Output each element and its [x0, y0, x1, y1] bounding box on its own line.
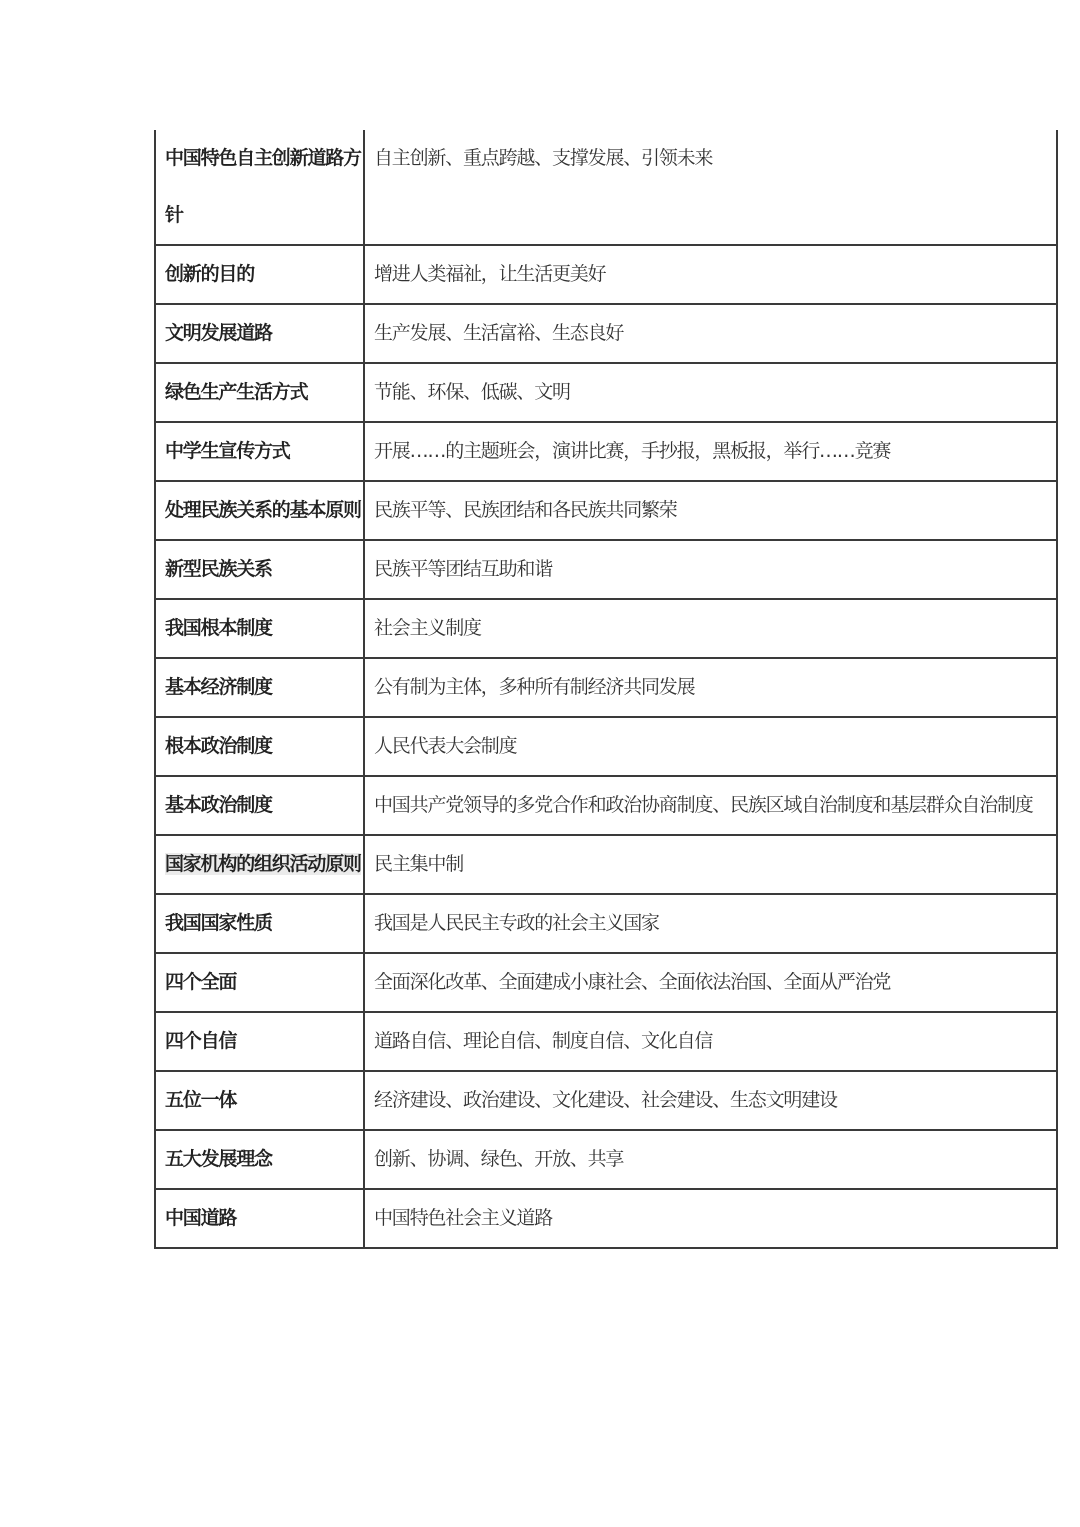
term-text: 基本经济制度	[165, 676, 272, 698]
term-cell	[155, 363, 364, 422]
term-text: 四个自信	[165, 1030, 237, 1052]
definition-text: 民主集中制	[374, 853, 464, 875]
table-row	[155, 422, 1057, 481]
definition-cell	[364, 1130, 1057, 1189]
definition-cell	[364, 363, 1057, 422]
definition-text: 自主创新、重点跨越、支撑发展、引领未来	[374, 147, 713, 169]
knowledge-table-container	[154, 130, 1045, 1249]
table-row	[155, 481, 1057, 540]
table-row	[155, 894, 1057, 953]
term-cell	[155, 835, 364, 894]
table-row	[155, 130, 1057, 245]
table-row	[155, 363, 1057, 422]
definition-text: 全面深化改革、全面建成小康社会、全面依法治国、全面从严治党	[374, 971, 891, 993]
definition-cell	[364, 1071, 1057, 1130]
definition-text: 人民代表大会制度	[374, 735, 517, 757]
table-row	[155, 245, 1057, 304]
definition-cell	[364, 776, 1057, 835]
definition-cell	[364, 835, 1057, 894]
table-row	[155, 1012, 1057, 1071]
term-text: 文明发展道路	[165, 322, 272, 344]
definition-cell	[364, 599, 1057, 658]
table-row	[155, 304, 1057, 363]
table-row	[155, 1189, 1057, 1248]
definition-cell	[364, 130, 1057, 245]
definition-cell	[364, 717, 1057, 776]
table-row	[155, 717, 1057, 776]
term-cell	[155, 776, 364, 835]
definition-cell	[364, 658, 1057, 717]
definition-text: 节能、环保、低碳、文明	[374, 381, 570, 403]
term-cell	[155, 1012, 364, 1071]
definition-text: 社会主义制度	[374, 617, 481, 639]
table-row	[155, 1130, 1057, 1189]
definition-cell	[364, 245, 1057, 304]
term-text: 我国国家性质	[165, 912, 272, 934]
term-cell	[155, 422, 364, 481]
term-cell	[155, 245, 364, 304]
definition-text: 民族平等、民族团结和各民族共同繁荣	[374, 499, 677, 521]
term-text: 基本政治制度	[165, 794, 272, 816]
term-cell	[155, 1130, 364, 1189]
definition-text: 中国共产党领导的多党合作和政治协商制度、民族区域自治制度和基层群众自治制度	[374, 794, 1033, 816]
definition-text: 增进人类福祉，让生活更美好	[374, 263, 606, 285]
definition-text: 道路自信、理论自信、制度自信、文化自信	[374, 1030, 713, 1052]
term-cell	[155, 1071, 364, 1130]
term-cell	[155, 481, 364, 540]
definition-cell	[364, 304, 1057, 363]
term-cell	[155, 304, 364, 363]
table-row	[155, 776, 1057, 835]
term-text: 五位一体	[165, 1089, 237, 1111]
term-text: 中国道路	[165, 1207, 237, 1229]
definition-cell	[364, 953, 1057, 1012]
term-text: 中学生宣传方式	[165, 440, 290, 462]
term-cell	[155, 717, 364, 776]
term-text: 根本政治制度	[165, 735, 272, 757]
term-text: 新型民族关系	[165, 558, 272, 580]
definition-text: 生产发展、生活富裕、生态良好	[374, 322, 624, 344]
table-row	[155, 599, 1057, 658]
term-cell	[155, 658, 364, 717]
knowledge-table	[154, 130, 1058, 1249]
term-cell	[155, 130, 364, 245]
table-row	[155, 835, 1057, 894]
definition-cell	[364, 894, 1057, 953]
term-cell	[155, 894, 364, 953]
term-cell	[155, 953, 364, 1012]
definition-cell	[364, 422, 1057, 481]
term-cell	[155, 540, 364, 599]
term-text: 我国根本制度	[165, 617, 272, 639]
table-row	[155, 658, 1057, 717]
definition-cell	[364, 540, 1057, 599]
table-row	[155, 540, 1057, 599]
term-text: 创新的目的	[165, 263, 255, 285]
term-text: 国家机构的组织活动原则	[165, 853, 361, 875]
term-text: 中国特色自主创新道路方针	[165, 147, 361, 226]
term-text: 四个全面	[165, 971, 237, 993]
table-row	[155, 1071, 1057, 1130]
definition-text: 民族平等团结互助和谐	[374, 558, 553, 580]
definition-text: 我国是人民民主专政的社会主义国家	[374, 912, 659, 934]
definition-text: 中国特色社会主义道路	[374, 1207, 553, 1229]
definition-text: 公有制为主体，多种所有制经济共同发展	[374, 676, 695, 698]
definition-text: 开展……的主题班会，演讲比赛，手抄报，黑板报，举行……竞赛	[374, 440, 891, 462]
term-cell	[155, 1189, 364, 1248]
definition-text: 创新、协调、绿色、开放、共享	[374, 1148, 624, 1170]
term-cell	[155, 599, 364, 658]
table-row	[155, 953, 1057, 1012]
definition-cell	[364, 1012, 1057, 1071]
term-text: 五大发展理念	[165, 1148, 272, 1170]
definition-cell	[364, 1189, 1057, 1248]
definition-cell	[364, 481, 1057, 540]
definition-text: 经济建设、政治建设、文化建设、社会建设、生态文明建设	[374, 1089, 837, 1111]
term-text: 处理民族关系的基本原则	[165, 499, 361, 521]
term-text: 绿色生产生活方式	[165, 381, 308, 403]
